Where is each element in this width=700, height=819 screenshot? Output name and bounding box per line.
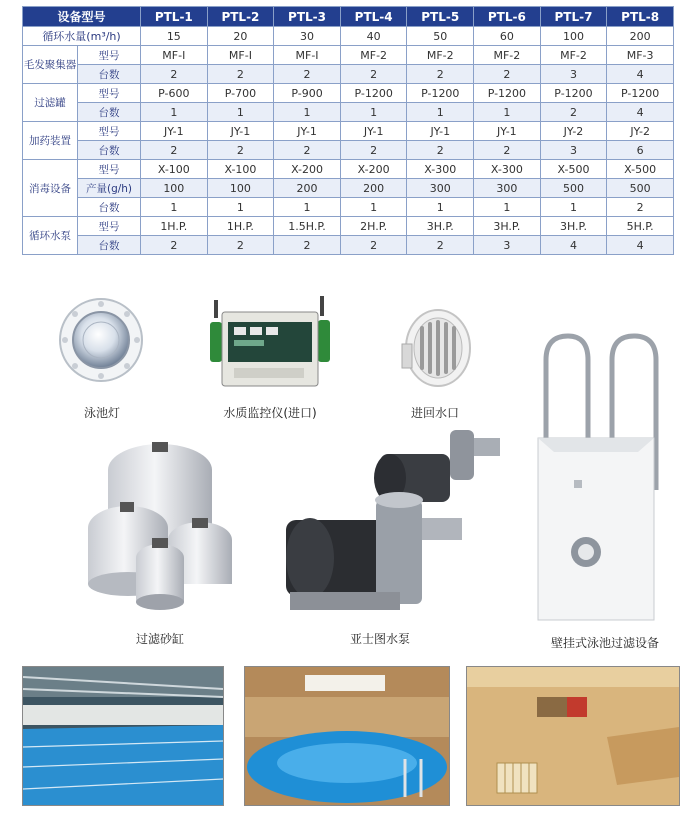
sand-filter-caption: 过滤砂缸 <box>135 632 184 646</box>
header-cell: PTL-1 <box>141 7 208 27</box>
spec-cell: 500 <box>607 179 674 198</box>
group-name: 消毒设备 <box>23 160 78 217</box>
spec-cell: MF-2 <box>474 46 541 65</box>
pump-caption: 亚士图水泵 <box>349 632 410 646</box>
spec-row <box>23 236 674 255</box>
spec-row <box>23 217 674 236</box>
group-name: 过滤罐 <box>23 84 78 122</box>
spec-cell: JY-1 <box>141 122 208 141</box>
spec-cell: 4 <box>607 236 674 255</box>
spec-cell: P-1200 <box>474 84 541 103</box>
spec-cell: MF-2 <box>340 46 407 65</box>
flow-cell: 30 <box>274 27 341 46</box>
row-label: 台数 <box>78 65 141 84</box>
spec-cell: P-600 <box>141 84 208 103</box>
spec-cell: 2 <box>340 236 407 255</box>
spec-cell: 2 <box>274 65 341 84</box>
group-name: 循环水泵 <box>23 217 78 255</box>
spec-cell: 1 <box>141 198 208 217</box>
spec-cell: X-200 <box>274 160 341 179</box>
spec-cell: X-500 <box>540 160 607 179</box>
row-label: 型号 <box>78 84 141 103</box>
spec-cell: 1H.P. <box>207 217 274 236</box>
spec-cell: 4 <box>607 65 674 84</box>
pump-image <box>280 424 508 620</box>
spec-cell: 1 <box>141 103 208 122</box>
row-label: 型号 <box>78 122 141 141</box>
spec-cell: 2 <box>141 141 208 160</box>
inlet-caption: 进回水口 <box>410 406 459 420</box>
water-monitor-image <box>208 292 332 392</box>
spec-cell: P-1200 <box>607 84 674 103</box>
sand-filter-image <box>80 440 240 616</box>
spec-row <box>23 179 674 198</box>
row-label: 型号 <box>78 160 141 179</box>
header-cell: PTL-8 <box>607 7 674 27</box>
spec-cell: X-200 <box>340 160 407 179</box>
flow-row <box>23 27 674 46</box>
spec-cell: 500 <box>540 179 607 198</box>
spec-cell: 300 <box>474 179 541 198</box>
spec-cell: 1 <box>340 103 407 122</box>
spec-cell: 3 <box>540 141 607 160</box>
spec-cell: 2 <box>141 236 208 255</box>
indoor-pool-photo-2 <box>244 666 450 806</box>
spec-cell: 1 <box>474 103 541 122</box>
spec-cell: P-700 <box>207 84 274 103</box>
row-label: 台数 <box>78 198 141 217</box>
spec-cell: JY-1 <box>474 122 541 141</box>
header-cell: PTL-4 <box>340 7 407 27</box>
spec-row <box>23 103 674 122</box>
spec-cell: 4 <box>607 103 674 122</box>
spec-cell: JY-1 <box>207 122 274 141</box>
header-cell: PTL-6 <box>474 7 541 27</box>
header-cell: PTL-3 <box>274 7 341 27</box>
spec-cell: 2 <box>207 236 274 255</box>
spec-cell: 100 <box>207 179 274 198</box>
spec-cell: 1 <box>274 103 341 122</box>
indoor-pool-photo-1 <box>22 666 224 806</box>
wall-filter-caption: 壁挂式泳池过滤设备 <box>550 636 659 650</box>
spec-cell: MF-I <box>207 46 274 65</box>
spec-cell: 1 <box>274 198 341 217</box>
row-label: 台数 <box>78 103 141 122</box>
spec-cell: 4 <box>540 236 607 255</box>
spec-cell: MF-I <box>141 46 208 65</box>
spec-cell: 2 <box>274 236 341 255</box>
wall-filter-image <box>516 330 664 622</box>
spec-cell: 2 <box>274 141 341 160</box>
spec-cell: 5H.P. <box>607 217 674 236</box>
spec-cell: 300 <box>407 179 474 198</box>
sauna-room-photo <box>466 666 680 806</box>
spec-cell: 1 <box>340 198 407 217</box>
row-label: 型号 <box>78 46 141 65</box>
spec-cell: 1 <box>407 198 474 217</box>
spec-cell: 2 <box>340 141 407 160</box>
flow-cell: 20 <box>207 27 274 46</box>
spec-cell: MF-3 <box>607 46 674 65</box>
row-label: 产量(g/h) <box>78 179 141 198</box>
spec-cell: 2 <box>207 65 274 84</box>
row-label: 台数 <box>78 236 141 255</box>
flow-cell: 200 <box>607 27 674 46</box>
spec-cell: X-300 <box>407 160 474 179</box>
spec-cell: 2 <box>340 65 407 84</box>
spec-cell: JY-1 <box>274 122 341 141</box>
spec-cell: 2 <box>540 103 607 122</box>
spec-cell: MF-2 <box>407 46 474 65</box>
spec-row <box>23 84 674 103</box>
spec-cell: X-100 <box>141 160 208 179</box>
spec-cell: 2 <box>474 141 541 160</box>
spec-cell: 3H.P. <box>407 217 474 236</box>
spec-row <box>23 198 674 217</box>
spec-cell: P-1200 <box>407 84 474 103</box>
spec-cell: 1 <box>207 198 274 217</box>
spec-cell: 1H.P. <box>141 217 208 236</box>
row-label: 型号 <box>78 217 141 236</box>
spec-cell: 3 <box>540 65 607 84</box>
spec-cell: 1 <box>540 198 607 217</box>
spec-cell: JY-1 <box>340 122 407 141</box>
pool-light-image <box>58 292 144 390</box>
spec-cell: 200 <box>274 179 341 198</box>
spec-cell: MF-2 <box>540 46 607 65</box>
spec-table <box>22 6 674 255</box>
spec-cell: X-500 <box>607 160 674 179</box>
flow-cell: 50 <box>407 27 474 46</box>
spec-cell: 6 <box>607 141 674 160</box>
spec-cell: 2 <box>407 65 474 84</box>
group-name: 加药装置 <box>23 122 78 160</box>
header-cell: PTL-2 <box>207 7 274 27</box>
spec-cell: 3H.P. <box>540 217 607 236</box>
spec-cell: 2 <box>207 141 274 160</box>
flow-cell: 15 <box>141 27 208 46</box>
spec-cell: MF-I <box>274 46 341 65</box>
pool-light-caption: 泳池灯 <box>83 406 120 420</box>
spec-cell: 1 <box>407 103 474 122</box>
spec-cell: 1 <box>474 198 541 217</box>
flow-cell: 60 <box>474 27 541 46</box>
spec-cell: P-1200 <box>540 84 607 103</box>
spec-cell: 2 <box>141 65 208 84</box>
spec-cell: 100 <box>141 179 208 198</box>
spec-cell: X-100 <box>207 160 274 179</box>
header-cell: PTL-5 <box>407 7 474 27</box>
spec-cell: P-1200 <box>340 84 407 103</box>
spec-header-row <box>23 7 674 27</box>
spec-cell: 2 <box>407 236 474 255</box>
spec-cell: X-300 <box>474 160 541 179</box>
spec-cell: 3H.P. <box>474 217 541 236</box>
group-name: 毛发聚集器 <box>23 46 78 84</box>
flow-cell: 40 <box>340 27 407 46</box>
spec-cell: 1.5H.P. <box>274 217 341 236</box>
spec-cell: 2 <box>607 198 674 217</box>
spec-row <box>23 122 674 141</box>
spec-row <box>23 46 674 65</box>
header-cell: 设备型号 <box>23 7 141 27</box>
spec-cell: 3 <box>474 236 541 255</box>
inlet-image <box>398 306 476 392</box>
water-monitor-caption: 水质监控仪(进口) <box>223 406 317 420</box>
spec-row <box>23 160 674 179</box>
spec-row <box>23 141 674 160</box>
row-label: 台数 <box>78 141 141 160</box>
spec-cell: JY-2 <box>540 122 607 141</box>
spec-cell: JY-2 <box>607 122 674 141</box>
flow-label: 循环水量(m³/h) <box>23 27 141 46</box>
spec-cell: JY-1 <box>407 122 474 141</box>
spec-row <box>23 65 674 84</box>
header-cell: PTL-7 <box>540 7 607 27</box>
spec-cell: 2 <box>407 141 474 160</box>
spec-cell: 2H.P. <box>340 217 407 236</box>
flow-cell: 100 <box>540 27 607 46</box>
spec-cell: 200 <box>340 179 407 198</box>
spec-cell: 1 <box>207 103 274 122</box>
spec-cell: 2 <box>474 65 541 84</box>
spec-cell: P-900 <box>274 84 341 103</box>
